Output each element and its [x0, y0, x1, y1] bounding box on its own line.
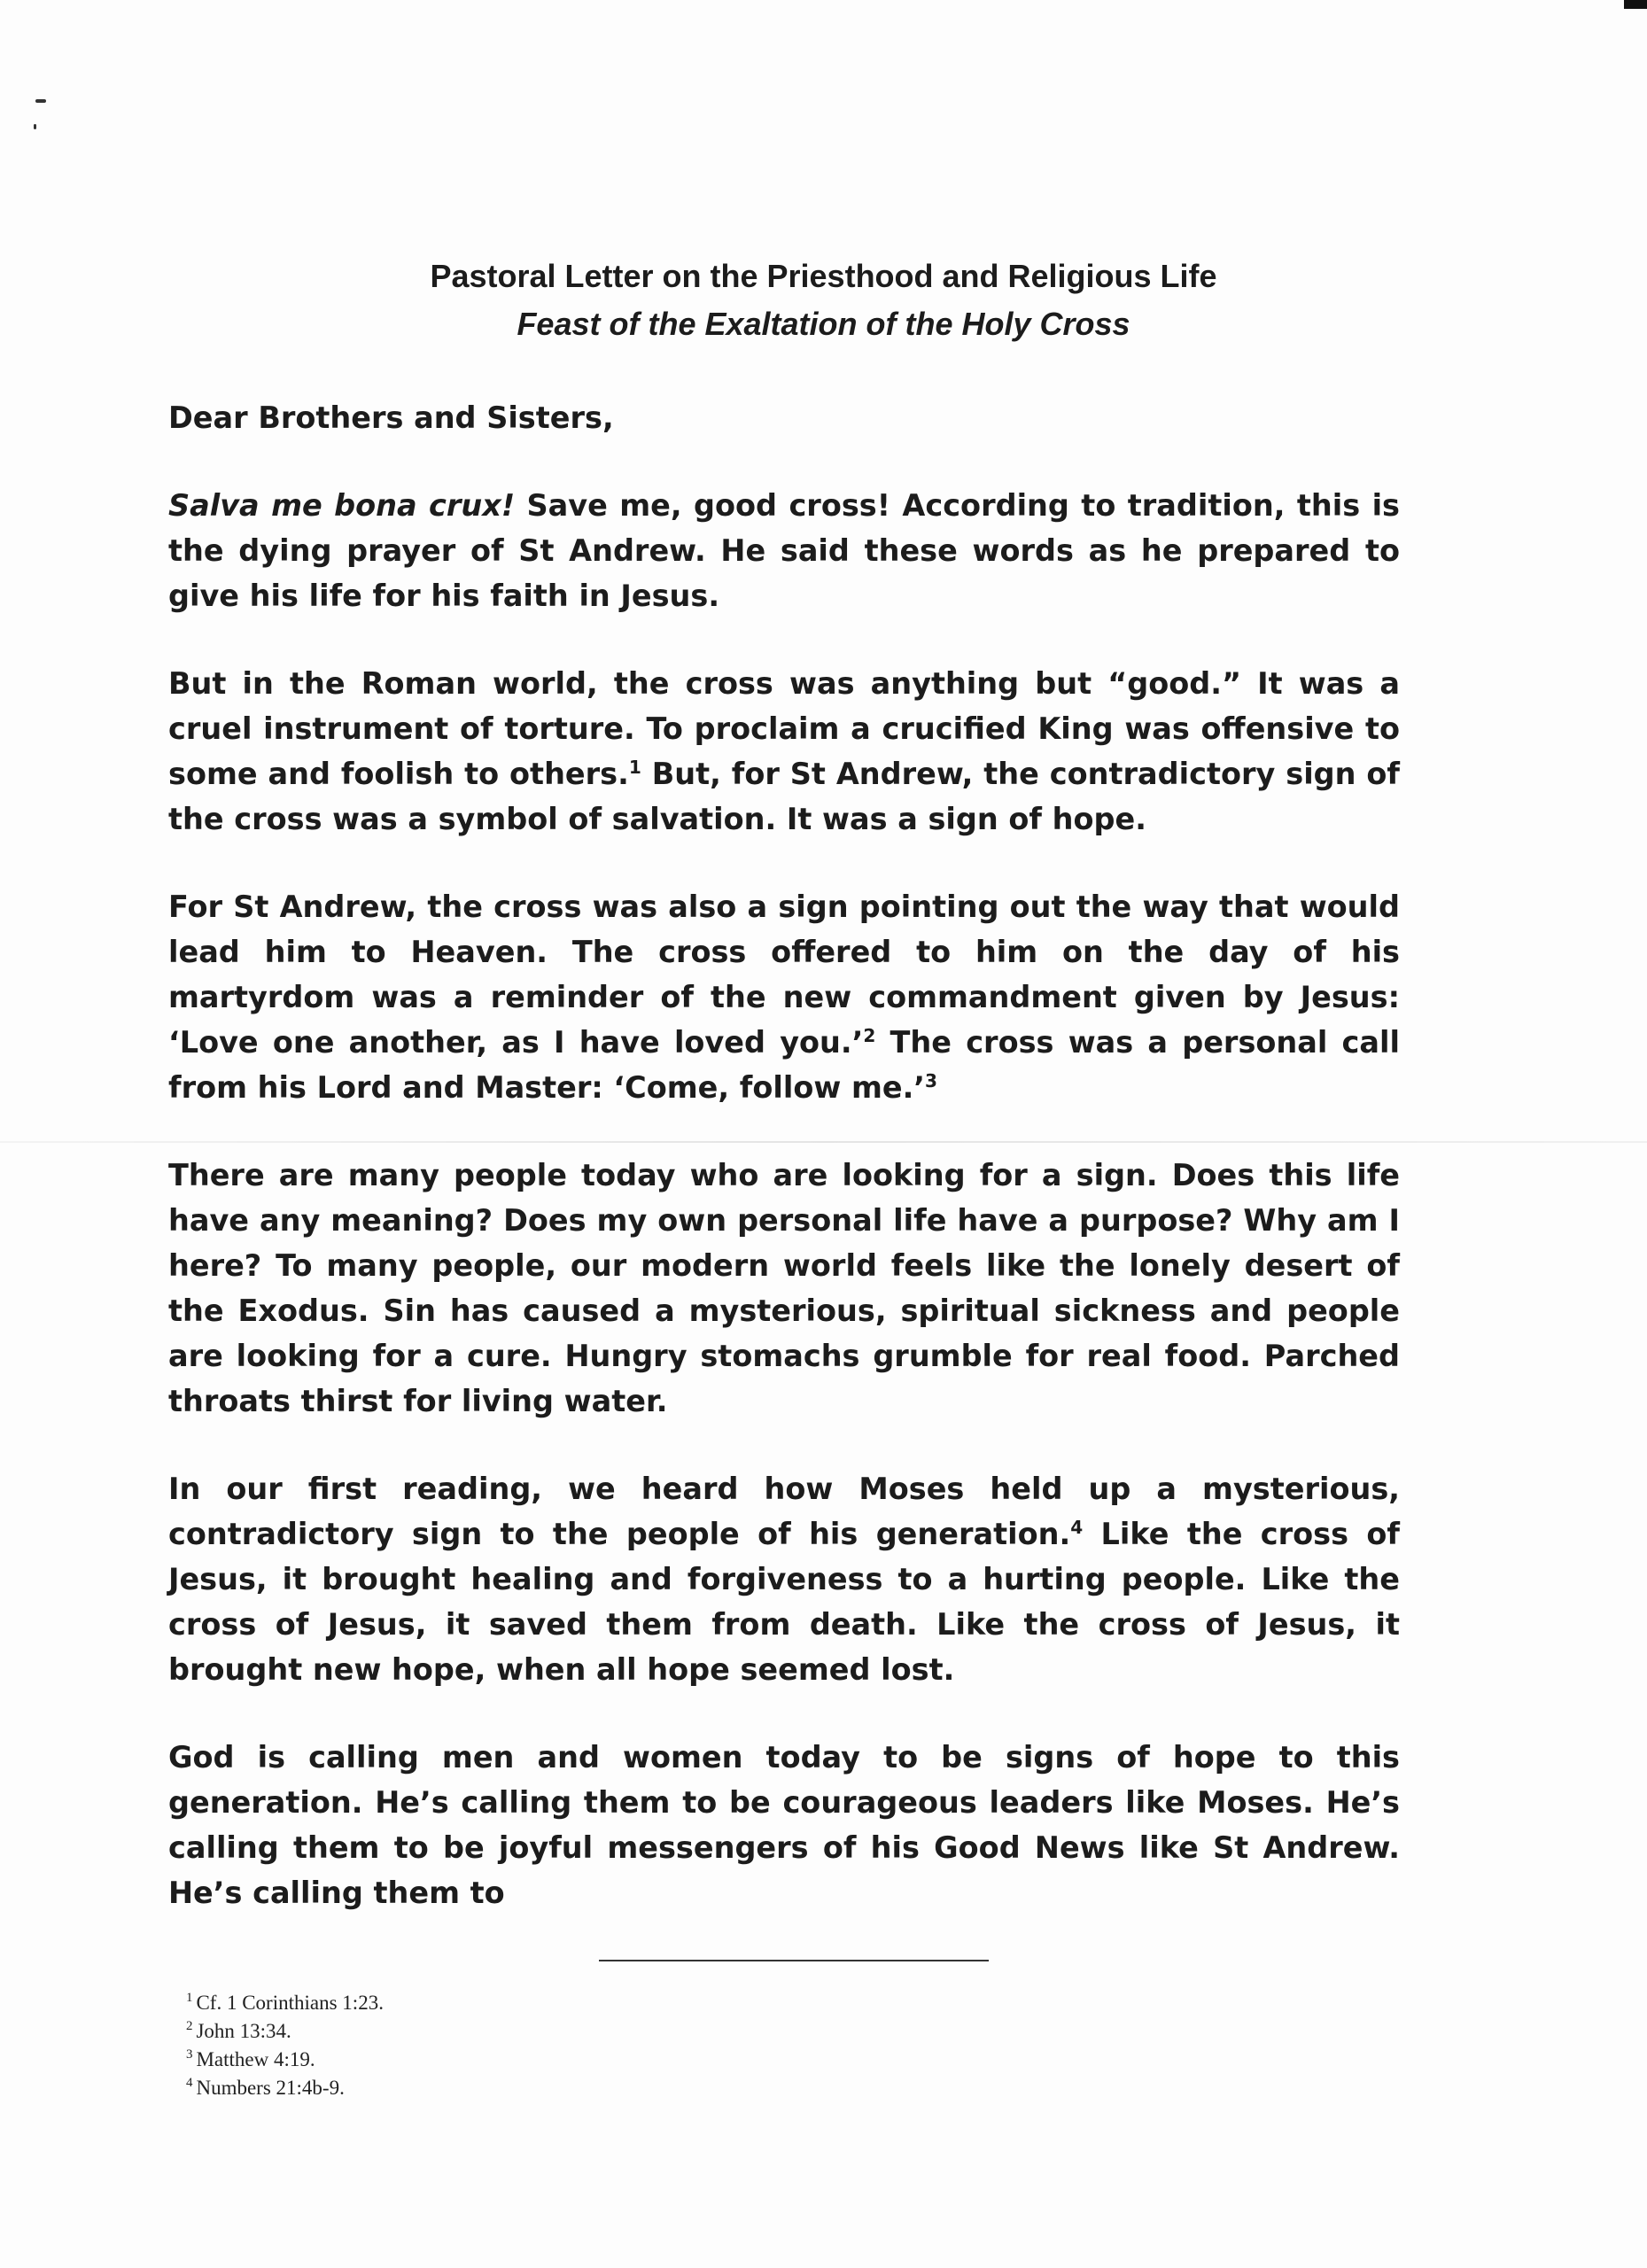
footnote-number: 4 — [186, 2076, 193, 2091]
scan-speck — [35, 99, 46, 103]
footnote-ref-1: 1 — [628, 756, 641, 778]
scan-corner-mark — [1624, 0, 1647, 9]
footnote-text: Numbers 21:4b-9. — [196, 2077, 345, 2099]
footnote-text: Matthew 4:19. — [196, 2048, 315, 2070]
paragraph-5-text-a: In our first reading, we heard how Moses held up a mysterious, contradictory sign to the people of his generation. — [168, 1472, 1400, 1551]
paragraph-1-text: Save me, good cross! According to tradition, this is the dying prayer of St Andrew. He said these words as he prepared to give his life for his faith in Jesus. — [168, 488, 1400, 613]
footnote-ref-4: 4 — [1070, 1516, 1084, 1538]
paragraph-3-text-a: For St Andrew, the cross was also a sign pointing out the way that would lead him to Heaven. The cross offered to him on the day of his martyrdom was a reminder of the new commandment given by Jesus: ‘Love one another, as I have loved you.’ — [168, 889, 1400, 1060]
footnote-text: Cf. 1 Corinthians 1:23. — [196, 1992, 384, 2014]
scan-speck — [34, 124, 36, 129]
footnote-number: 1 — [186, 1991, 193, 2006]
footnote-divider — [599, 1960, 989, 1961]
paragraph-2-text-a: But in the Roman world, the cross was anything but “good.” It was a cruel instrument of torture. To proclaim a crucified King was offensive to some and foolish to others. — [168, 666, 1400, 791]
paragraph-2 — [168, 661, 1400, 842]
footnote-2 — [186, 2017, 983, 2046]
paragraph-5 — [168, 1466, 1400, 1692]
footnote-ref-2: 2 — [863, 1024, 876, 1046]
footnote-ref-3: 3 — [925, 1069, 938, 1091]
letter-header — [0, 252, 1647, 348]
paragraph-4: There are many people today who are looking for a sign. Does this life have any meaning? Does my own personal life have a purpose? Why am I here? To many people, our modern world feels like the lonely desert of the Exodus. Sin has caused a mysterious, spiritual sickness and people are looking for a cure. Hungry stomachs grumble for real food. Parched throats thirst for living water. — [168, 1158, 1400, 1418]
paragraph-1 — [168, 483, 1400, 618]
footnote-4 — [186, 2074, 983, 2102]
paragraph-3-text-b: The cross was a personal call from his Lord and Master: ‘Come, follow me.’ — [168, 1025, 1400, 1105]
footnote-number: 2 — [186, 2019, 193, 2034]
paragraph-3 — [168, 884, 1400, 1110]
paragraph-2-text-b: But, for St Andrew, the contradictory sign of the cross was a symbol of salvation. It was a sign of hope. — [168, 757, 1401, 836]
letter-subtitle: Feast of the Exaltation of the Holy Cross — [517, 306, 1130, 342]
footnote-number: 3 — [186, 2047, 193, 2062]
letter-title: Pastoral Letter on the Priesthood and Religious Life — [430, 258, 1217, 294]
paragraph-6: God is calling men and women today to be signs of hope to this generation. He’s calling them to be courageous leaders like Moses. He’s calling them to be joyful messengers of his Good News like St Andrew. He’s calling them to — [168, 1740, 1400, 1910]
footnote-1 — [186, 1989, 983, 2017]
footnote-3 — [186, 2046, 983, 2074]
latin-phrase: Salva me bona crux! — [168, 488, 516, 523]
letter-body — [168, 395, 1400, 1915]
paragraph-5-text-b: Like the cross of Jesus, it brought healing and forgiveness to a hurting people. Like the cross of Jesus, it saved them from death. Like the cross of Jesus, it brought new hope, when all hope seemed lost. — [168, 1517, 1400, 1687]
footnote-text: John 13:34. — [196, 2020, 291, 2042]
footnotes — [186, 1989, 983, 2102]
salutation: Dear Brothers and Sisters, — [168, 400, 614, 435]
